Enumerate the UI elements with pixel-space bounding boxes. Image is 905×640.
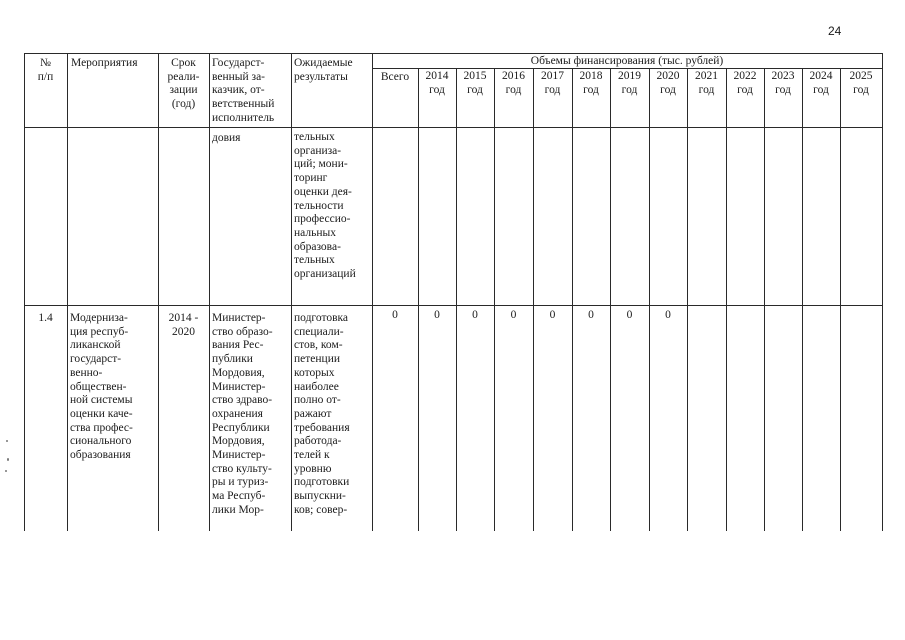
table-top-border bbox=[24, 53, 883, 54]
column-border bbox=[764, 68, 765, 531]
header-num: № п/п bbox=[37, 57, 54, 83]
row-value: 0 bbox=[472, 309, 478, 321]
row-value: 0 bbox=[549, 309, 556, 321]
row-value: 0 bbox=[392, 309, 398, 321]
header-year: 2023 год bbox=[771, 70, 795, 96]
header-customer: Государст- венный за- казчик, от- ветственный исполнитель bbox=[212, 57, 275, 124]
column-border bbox=[456, 68, 457, 531]
column-border bbox=[572, 68, 573, 531]
header-year: 2022 год bbox=[733, 70, 757, 96]
column-border bbox=[372, 53, 373, 531]
header-financing: Объемы финансирования (тыс. рублей) bbox=[530, 55, 724, 67]
column-border bbox=[687, 68, 688, 531]
header-year: 2021 год bbox=[695, 70, 718, 96]
page-number: 24 bbox=[828, 24, 842, 38]
column-border bbox=[291, 53, 292, 531]
column-border bbox=[24, 53, 25, 531]
header-term: Срок реали- зации (год) bbox=[167, 57, 200, 111]
header-year: 2019 год bbox=[618, 70, 641, 96]
row-value: 0 bbox=[434, 309, 440, 321]
header-year: 2014 год bbox=[425, 70, 449, 96]
row-term: 2014 - 2020 bbox=[168, 312, 199, 338]
header-year: 2016 год bbox=[502, 70, 525, 96]
column-border bbox=[840, 68, 841, 531]
column-border bbox=[418, 68, 419, 531]
column-border bbox=[726, 68, 727, 531]
row-num: 1.4 bbox=[38, 312, 53, 324]
header-bottom-border bbox=[24, 127, 883, 128]
row-value: 0 bbox=[626, 309, 633, 321]
header-year: 2025 год bbox=[849, 70, 873, 96]
column-border bbox=[209, 53, 210, 531]
column-border bbox=[67, 53, 68, 531]
row-results: подготовка специали- стов, ком- петенции которых наиболее полно от- ражают требования работода- телей к уровню подготовки выпускни- ков; совер- bbox=[294, 312, 350, 516]
row-value: 0 bbox=[665, 309, 671, 321]
header-year: 2020 год bbox=[656, 70, 680, 96]
header-total: Всего bbox=[380, 71, 410, 83]
header-event: Мероприятия bbox=[71, 57, 138, 69]
row-customer: довия bbox=[212, 132, 241, 144]
header-results: Ожидаемые результаты bbox=[294, 57, 353, 83]
column-border bbox=[533, 68, 534, 531]
row-value: 0 bbox=[588, 309, 594, 321]
header-year: 2017 год bbox=[541, 70, 564, 96]
header-year: 2018 год bbox=[579, 70, 603, 96]
column-border bbox=[158, 53, 159, 531]
row-event: Модерниза- ция респуб- ликанской государст- венно- обществен- ной системы оценки каче- ства профес- сионального образования bbox=[70, 312, 133, 462]
header-year: 2015 год bbox=[463, 70, 487, 96]
row-results: тельных организа- ций; мони- торинг оценки дея- тельности профессио- нальных образова- тельных организаций bbox=[294, 131, 356, 281]
column-border bbox=[610, 68, 611, 531]
row-divider bbox=[24, 305, 883, 306]
row-customer: Министер- ство образо- вания Рес- публики Мордовия, Министер- ство здраво- охранения Республики Мордовия, Министер- ство культу- ры и туриз- ма Респуб- лики Мор- bbox=[212, 312, 273, 516]
column-border bbox=[649, 68, 650, 531]
row-value: 0 bbox=[510, 309, 517, 321]
column-border bbox=[882, 53, 883, 531]
column-border bbox=[802, 68, 803, 531]
column-border bbox=[494, 68, 495, 531]
header-year: 2024 год bbox=[809, 70, 833, 96]
